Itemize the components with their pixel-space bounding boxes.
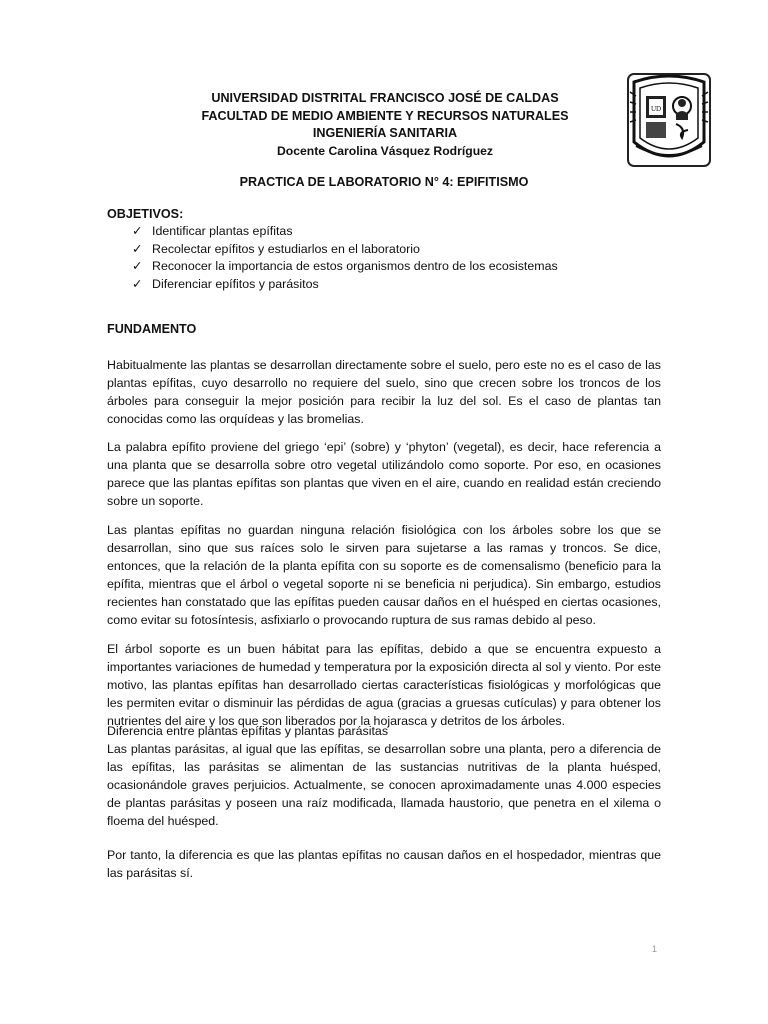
fundamento-heading: FUNDAMENTO (107, 322, 197, 336)
paragraph: Habitualmente las plantas se desarrollan directamente sobre el suelo, pero este no es el caso de las plantas epífitas, cuyo desarrollo no requiere del suelo, sino que crecen sobre los troncos de los árboles para conseguir la mejor posición para recibir la luz del sol. Es el caso de plantas tan conocidas como las orquídeas y las bromelias. (107, 358, 661, 426)
checkmark-icon: ✓ (132, 276, 143, 291)
teacher-name: Docente Carolina Vásquez Rodríguez (276, 143, 494, 158)
university-seal-logo (626, 72, 712, 168)
svg-text:UD: UD (650, 105, 662, 113)
university-name: UNIVERSIDAD DISTRITAL FRANCISCO JOSÉ DE CALDAS (211, 91, 559, 105)
paragraph: El árbol soporte es un buen hábitat para las epífitas, debido a que se encuentra expuesto a importantes variaciones de humedad y temperatura por la exposición directa al sol y viento. Por este motivo, las plantas epífitas han desarrollado ciertas características fisiológicas y morfológicas que les permiten evitar o disminuir las pérdidas de agua (gracias a gruesas cutículas) y para obtener los nutrientes del aire y los que son liberados por la hojarasca y detritos de los árboles. (107, 642, 661, 728)
paragraph: Las plantas parásitas, al igual que las epífitas, se desarrollan sobre una planta, pero a diferencia de las epífitas, las parásitas se alimentan de las sustancias nutritivas de la planta huésped, ocasionándole graves perjuicios. Actualmente, se conocen aproximadamente unas 4.000 especies de plantas parásitas y poseen una raíz modificada, llamada haustorio, que penetra en el xilema o floema del huésped. (107, 742, 661, 828)
document-header (150, 90, 620, 160)
checkmark-icon: ✓ (132, 259, 143, 273)
subheading-difference: Diferencia entre plantas epífitas y plantas parásitas (107, 724, 389, 738)
checkmark-icon: ✓ (132, 224, 143, 238)
objectives-list (132, 223, 558, 293)
objectives-heading: OBJETIVOS: (107, 207, 184, 221)
objective-item: ✓ Recolectar epífitos y estudiarlos en el laboratorio (132, 241, 558, 259)
paragraph: La palabra epífito proviene del griego ‘epi’ (sobre) y ‘phyton’ (vegetal), es decir, hace referencia a una planta que se desarrolla sobre otro vegetal utilizándolo como soporte. Por eso, en ocasiones parece que las plantas epífitas son plantas que viven en el aire, cuando en realidad están creciendo sobre un soporte. (107, 440, 661, 508)
objective-item: ✓ Diferenciar epífitos y parásitos (132, 276, 558, 294)
practice-title: PRACTICA DE LABORATORIO N° 4: EPIFITISMO (239, 175, 529, 189)
faculty-name: FACULTAD DE MEDIO AMBIENTE Y RECURSOS NATURALES (201, 108, 569, 123)
objective-item: ✓ Reconocer la importancia de estos organismos dentro de los ecosistemas (132, 258, 558, 276)
paragraph: Por tanto, la diferencia es que las plantas epífitas no causan daños en el hospedador, mientras que las parásitas sí. (107, 848, 661, 880)
page-number: 1 (652, 944, 658, 954)
checkmark-icon: ✓ (132, 241, 143, 256)
paragraph: Las plantas epífitas no guardan ninguna relación fisiológica con los árboles sobre los que se desarrollan, sino que sus raíces solo le sirven para sujetarse a las ramas y troncos. Se dice, entonces, que la relación de la planta epífita con su soporte es de comensalismo (beneficio para la epífita, mientras que el árbol o vegetal soporte ni se beneficia ni perjudica). Sin embargo, estudios recientes han constatado que las epífitas pueden causar daños en el huésped en ciertas ocasiones, como evitar su fotosíntesis, asfixiarlo o provocando ruptura de sus ramas debido al peso. (107, 523, 661, 627)
program-name: INGENIERÍA SANITARIA (312, 126, 458, 140)
objective-item: ✓ Identificar plantas epífitas (132, 223, 558, 241)
